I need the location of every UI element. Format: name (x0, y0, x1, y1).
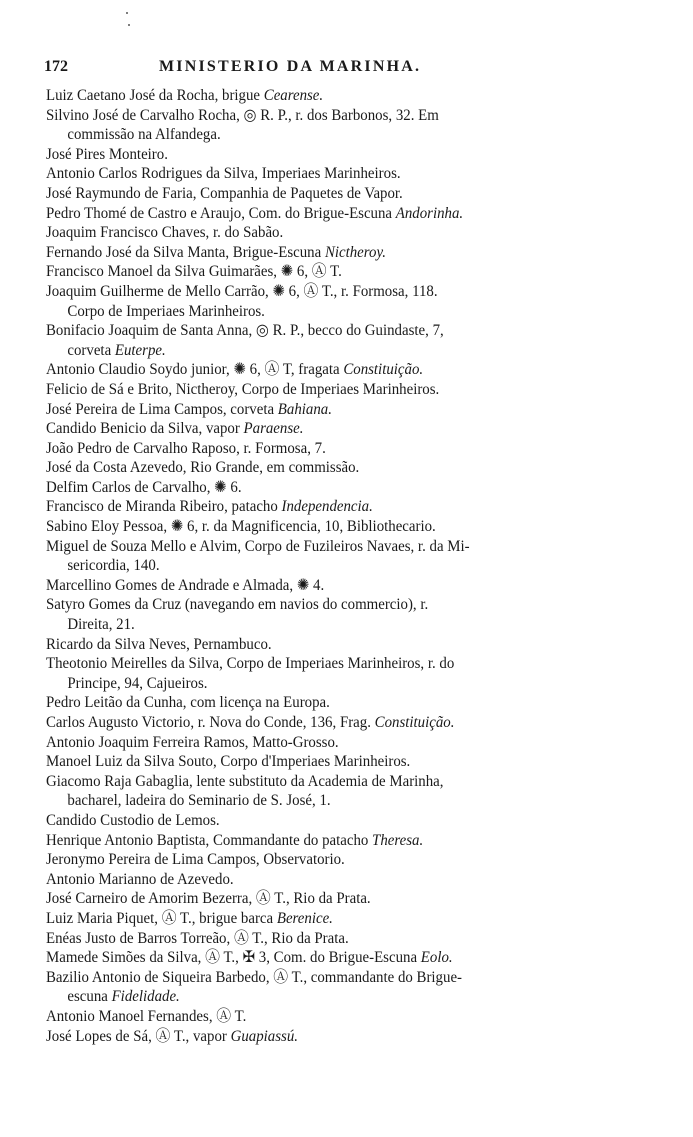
entry-text: Antonio Carlos Rodrigues da Silva, Imperiaes Marinheiros. (46, 165, 401, 183)
list-entry (46, 243, 646, 263)
entry-text: Antonio Manoel Fernandes, Ⓐ T. (46, 1007, 247, 1025)
list-entry (46, 380, 646, 400)
entry-text: Delfim Carlos de Carvalho, ✺ 6. (46, 478, 242, 496)
entry-line (46, 693, 604, 713)
entry-line (46, 733, 604, 753)
entry-text: Luiz Caetano José da Rocha, brigue (46, 87, 264, 104)
entry-line (46, 635, 604, 655)
entry-text: Jeronymo Pereira de Lima Campos, Observatorio. (46, 851, 345, 869)
entry-line (46, 870, 604, 890)
entry-text: Fernando José da Silva Manta, Brigue-Escuna (46, 243, 325, 261)
entry-text: Direita, 21. (67, 616, 135, 634)
list-entry (46, 772, 646, 811)
entry-line (46, 948, 604, 968)
entry-line (46, 458, 604, 478)
list-entry (46, 1007, 646, 1027)
entry-text: escuna (67, 988, 112, 1006)
list-entry (46, 635, 646, 655)
entry-line (46, 772, 604, 792)
entry-text: Carlos Augusto Victorio, r. Nova do Conde, 136, Frag. (46, 714, 375, 731)
list-entry (46, 968, 646, 1007)
entry-text: Principe, 94, Cajueiros. (67, 674, 208, 692)
list-entry (46, 439, 646, 459)
entry-text: Giacomo Raja Gabaglia, lente substituto da Academia de Marinha, (46, 772, 444, 790)
entry-line (46, 497, 604, 517)
entry-text: commissão na Alfandega. (67, 126, 221, 144)
entry-line (46, 419, 604, 439)
entry-text: sericordia, 140. (67, 557, 160, 575)
entry-text: Mamede Simões da Silva, Ⓐ T., ✠ 3, Com. do Brigue-Escuna (46, 949, 421, 967)
entry-text: João Pedro de Carvalho Raposo, r. Formosa, 7. (46, 439, 326, 457)
vessel-name: Eolo. (420, 949, 453, 967)
list-entry (46, 595, 646, 634)
entry-line (46, 439, 604, 459)
list-entry (46, 1027, 646, 1047)
name-list (46, 86, 646, 1046)
entry-text: José Pires Monteiro. (46, 145, 168, 163)
vessel-name: Cearense. (263, 87, 324, 104)
list-entry (46, 929, 646, 949)
entry-line (46, 400, 604, 420)
vessel-name: Euterpe. (114, 341, 166, 359)
entry-text: Felicio de Sá e Brito, Nictheroy, Corpo de Imperiaes Marinheiros. (46, 380, 440, 398)
scan-speck (126, 12, 128, 14)
list-entry (46, 870, 646, 890)
list-entry (46, 909, 646, 929)
list-entry (46, 948, 646, 968)
entry-text: José da Costa Azevedo, Rio Grande, em commissão. (46, 459, 360, 477)
entry-text: Miguel de Souza Mello e Alvim, Corpo de Fuzileiros Navaes, r. da Mi- (46, 537, 470, 555)
entry-line (46, 909, 604, 929)
entry-text: Joaquim Guilherme de Mello Carrão, ✺ 6, Ⓐ T., r. Formosa, 118. (46, 282, 438, 300)
entry-text: Antonio Claudio Soydo junior, ✺ 6, Ⓐ T, fragata (46, 361, 344, 379)
list-entry (46, 184, 646, 204)
vessel-name: Constituição. (374, 714, 455, 731)
vessel-name: Guapiassú. (230, 1027, 298, 1045)
entry-line (46, 713, 604, 733)
entry-text: Bazilio Antonio de Siqueira Barbedo, Ⓐ T., commandante do Brigue- (46, 968, 463, 986)
entry-line (46, 889, 604, 909)
vessel-name: Fidelidade. (111, 988, 180, 1006)
entry-text: José Pereira de Lima Campos, corveta (46, 400, 278, 418)
entry-text: José Lopes de Sá, Ⓐ T., vapor (46, 1027, 231, 1045)
entry-line (46, 145, 604, 165)
entry-continuation-line (46, 556, 604, 576)
list-entry (46, 360, 646, 380)
list-entry (46, 282, 646, 321)
entry-line (46, 282, 604, 302)
entry-text: Ricardo da Silva Neves, Pernambuco. (46, 635, 272, 653)
entry-text: Corpo de Imperiaes Marinheiros. (67, 302, 265, 320)
list-entry (46, 850, 646, 870)
vessel-name: Constituição. (343, 361, 424, 379)
list-entry (46, 106, 646, 145)
entry-line (46, 654, 604, 674)
list-entry (46, 204, 646, 224)
entry-continuation-line (46, 674, 604, 694)
page-header (44, 58, 604, 80)
entry-continuation-line (46, 791, 604, 811)
entry-text: bacharel, ladeira do Seminario de S. José, 1. (67, 792, 331, 810)
vessel-name: Andorinha. (395, 204, 464, 222)
entry-text: Antonio Joaquim Ferreira Ramos, Matto-Grosso. (46, 733, 339, 751)
list-entry (46, 223, 646, 243)
entry-text: Henrique Antonio Baptista, Commandante do patacho (46, 831, 373, 849)
entry-text: Satyro Gomes da Cruz (navegando em navios do commercio), r. (46, 596, 429, 614)
entry-line (46, 968, 604, 988)
entry-text: Enéas Justo de Barros Torreão, Ⓐ T., Rio da Prata. (46, 929, 349, 947)
vessel-name: Independencia. (281, 498, 373, 516)
list-entry (46, 733, 646, 753)
entry-continuation-line (46, 125, 604, 145)
entry-text: Candido Benicio da Silva, vapor (46, 420, 244, 438)
entry-line (46, 517, 604, 537)
entry-line (46, 204, 604, 224)
entry-text: Pedro Thomé de Castro e Araujo, Com. do Brigue-Escuna (46, 204, 396, 222)
entry-line (46, 929, 604, 949)
list-entry (46, 145, 646, 165)
list-entry (46, 537, 646, 576)
entry-text: Francisco Manoel da Silva Guimarães, ✺ 6, Ⓐ T. (46, 263, 342, 281)
vessel-name: Nictheroy. (324, 243, 386, 261)
list-entry (46, 400, 646, 420)
entry-line (46, 478, 604, 498)
entry-line (46, 360, 604, 380)
entry-text: Silvino José de Carvalho Rocha, ◎ R. P., r. dos Barbonos, 32. Em (46, 106, 439, 124)
list-entry (46, 497, 646, 517)
list-entry (46, 713, 646, 733)
list-entry (46, 419, 646, 439)
page-number: 172 (44, 58, 68, 75)
list-entry (46, 478, 646, 498)
entry-line (46, 106, 604, 126)
entry-continuation-line (46, 987, 604, 1007)
vessel-name: Paraense. (243, 420, 304, 438)
entry-continuation-line (46, 302, 604, 322)
entry-text: Joaquim Francisco Chaves, r. do Sabão. (46, 224, 284, 242)
entry-line (46, 576, 604, 596)
entry-text: Marcellino Gomes de Andrade e Almada, ✺ 4. (46, 576, 325, 594)
entry-line (46, 86, 604, 106)
entry-text: Antonio Marianno de Azevedo. (46, 870, 234, 888)
entry-text: Luiz Maria Piquet, Ⓐ T., brigue barca (46, 909, 277, 927)
list-entry (46, 889, 646, 909)
entry-text: Manoel Luiz da Silva Souto, Corpo d'Imperiaes Marinheiros. (46, 753, 411, 771)
list-entry (46, 164, 646, 184)
entry-line (46, 752, 604, 772)
vessel-name: Berenice. (276, 909, 333, 927)
entry-line (46, 811, 604, 831)
entry-text: Theotonio Meirelles da Silva, Corpo de Imperiaes Marinheiros, r. do (46, 655, 455, 673)
entry-line (46, 850, 604, 870)
list-entry (46, 654, 646, 693)
entry-line (46, 1027, 604, 1047)
list-entry (46, 693, 646, 713)
entry-text: Candido Custodio de Lemos. (46, 811, 220, 829)
list-entry (46, 576, 646, 596)
entry-line (46, 537, 604, 557)
scan-speck (128, 24, 130, 26)
entry-line (46, 164, 604, 184)
entry-line (46, 1007, 604, 1027)
list-entry (46, 811, 646, 831)
entry-line (46, 321, 604, 341)
entry-line (46, 380, 604, 400)
entry-line (46, 595, 604, 615)
list-entry (46, 262, 646, 282)
entry-continuation-line (46, 615, 604, 635)
list-entry (46, 517, 646, 537)
entry-line (46, 243, 604, 263)
entry-text: Francisco de Miranda Ribeiro, patacho (46, 498, 282, 516)
entry-line (46, 262, 604, 282)
entry-line (46, 184, 604, 204)
entry-text: Sabino Eloy Pessoa, ✺ 6, r. da Magnificencia, 10, Bibliothecario. (46, 518, 436, 536)
entry-continuation-line (46, 341, 604, 361)
entry-line (46, 831, 604, 851)
entry-line (46, 223, 604, 243)
list-entry (46, 86, 646, 106)
entry-text: Bonifacio Joaquim de Santa Anna, ◎ R. P., becco do Guindaste, 7, (46, 322, 444, 340)
entry-text: José Carneiro de Amorim Bezerra, Ⓐ T., Rio da Prata. (46, 890, 371, 908)
entry-text: José Raymundo de Faria, Companhia de Paquetes de Vapor. (46, 184, 403, 202)
vessel-name: Theresa. (372, 831, 424, 849)
running-title: MINISTERIO DA MARINHA. (159, 58, 422, 75)
vessel-name: Bahiana. (277, 400, 332, 418)
entry-text: corveta (67, 341, 115, 359)
list-entry (46, 831, 646, 851)
list-entry (46, 458, 646, 478)
entry-text: Pedro Leitão da Cunha, com licença na Europa. (46, 694, 330, 712)
list-entry (46, 321, 646, 360)
list-entry (46, 752, 646, 772)
